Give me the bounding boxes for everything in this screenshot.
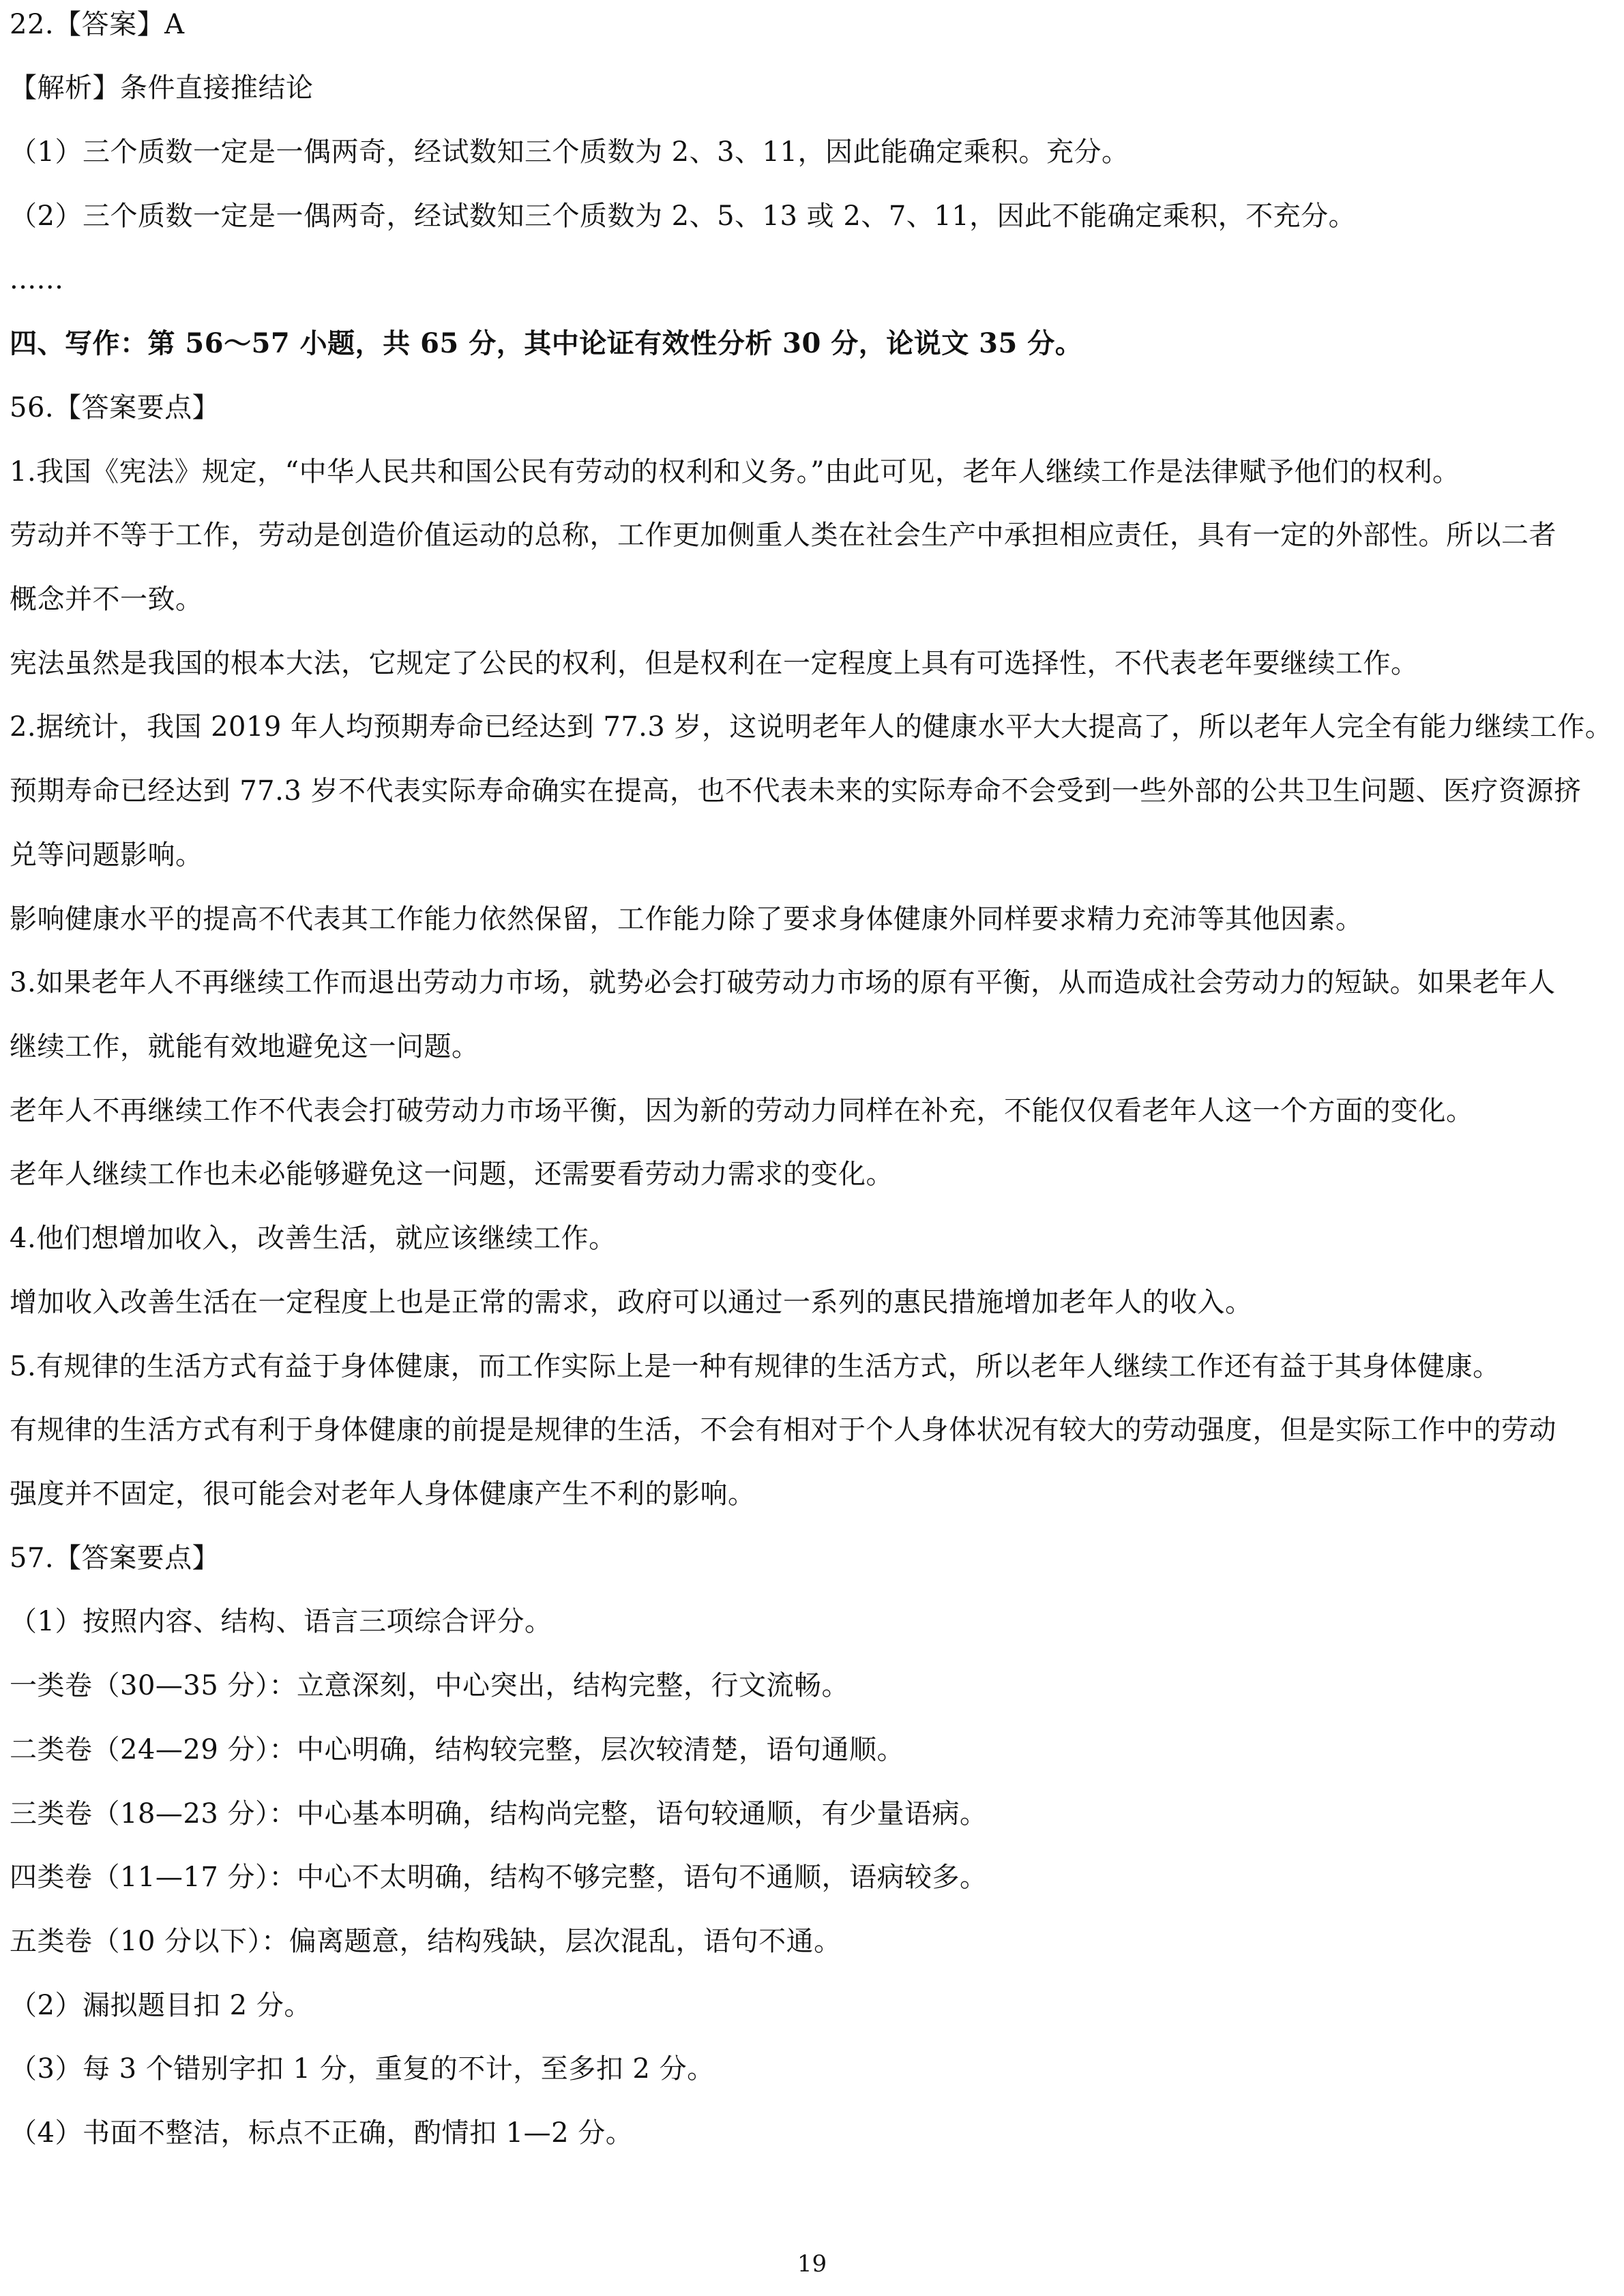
answer-56-point-5: 5.有规律的生活方式有益于身体健康，而工作实际上是一种有规律的生活方式，所以老年人继续工作还有益于其身体健康。 xyxy=(10,1351,1501,1382)
answer-57-heading: 57.【答案要点】 xyxy=(10,1542,220,1574)
answer-56-point-1: 1.我国《宪法》规定，“中华人民共和国公民有劳动的权利和义务。”由此可见，老年人继续工作是法律赋予他们的权利。 xyxy=(10,456,1460,488)
grade-class-1: 一类卷（30—35 分）：立意深刻，中心突出，结构完整，行文流畅。 xyxy=(10,1670,850,1701)
answer-22-condition-1: （1）三个质数一定是一偶两奇，经试数知三个质数为 2、3、11，因此能确定乘积。充分。 xyxy=(10,136,1130,168)
grade-class-3: 三类卷（18—23 分）：中心基本明确，结构尚完整，语句较通顺，有少量语病。 xyxy=(10,1798,988,1830)
grade-class-2: 二类卷（24—29 分）：中心明确，结构较完整，层次较清楚，语句通顺。 xyxy=(10,1734,905,1765)
ellipsis: ...... xyxy=(10,264,64,295)
answer-57-rule-1: （1）按照内容、结构、语言三项综合评分。 xyxy=(10,1606,552,1637)
page-number: 19 xyxy=(797,2250,827,2278)
answer-56-point-3-rebuttal-a: 老年人不再继续工作不代表会打破劳动力市场平衡，因为新的劳动力同样在补充，不能仅仅看老年人这一个方面的变化。 xyxy=(10,1095,1474,1127)
answer-56-point-5-rebuttal-cont: 强度并不固定，很可能会对老年人身体健康产生不利的影响。 xyxy=(10,1478,756,1510)
grade-class-4: 四类卷（11—17 分）：中心不太明确，结构不够完整，语句不通顺，语病较多。 xyxy=(10,1862,988,1893)
answer-56-point-1-rebuttal-a-cont: 概念并不一致。 xyxy=(10,584,203,615)
answer-56-point-2-rebuttal-a-cont: 兑等问题影响。 xyxy=(10,839,203,871)
answer-56-point-3: 3.如果老年人不再继续工作而退出劳动力市场，就势必会打破劳动力市场的原有平衡，从而造成社会劳动力的短缺。如果老年人 xyxy=(10,967,1556,998)
answer-56-point-4: 4.他们想增加收入，改善生活，就应该继续工作。 xyxy=(10,1223,617,1254)
section-four-heading: 四、写作：第 56～57 小题，共 65 分，其中论证有效性分析 30 分，论说文 35 分。 xyxy=(10,327,1083,359)
answer-56-point-2-rebuttal-b: 影响健康水平的提高不代表其工作能力依然保留，工作能力除了要求身体健康外同样要求精力充沛等其他因素。 xyxy=(10,904,1363,935)
answer-56-point-3-cont: 继续工作，就能有效地避免这一问题。 xyxy=(10,1031,479,1062)
answer-56-point-4-rebuttal: 增加收入改善生活在一定程度上也是正常的需求，政府可以通过一系列的惠民措施增加老年人的收入。 xyxy=(10,1287,1253,1318)
answer-57-rule-2: （2）漏拟题目扣 2 分。 xyxy=(10,1990,312,2021)
answer-56-point-1-rebuttal-a: 劳动并不等于工作，劳动是创造价值运动的总称，工作更加侧重人类在社会生产中承担相应责任，具有一定的外部性。所以二者 xyxy=(10,520,1556,551)
answer-22-heading: 22.【答案】A xyxy=(10,9,185,40)
grade-class-5: 五类卷（10 分以下）：偏离题意，结构残缺，层次混乱，语句不通。 xyxy=(10,1926,842,1957)
answer-56-point-5-rebuttal: 有规律的生活方式有利于身体健康的前提是规律的生活，不会有相对于个人身体状况有较大的劳动强度，但是实际工作中的劳动 xyxy=(10,1414,1556,1446)
answer-22-condition-2: （2）三个质数一定是一偶两奇，经试数知三个质数为 2、5、13 或 2、7、11，因此不能确定乘积，不充分。 xyxy=(10,200,1357,232)
answer-56-point-2-rebuttal-a: 预期寿命已经达到 77.3 岁不代表实际寿命确实在提高，也不代表未来的实际寿命不会受到一些外部的公共卫生问题、医疗资源挤 xyxy=(10,775,1582,807)
answer-56-point-1-rebuttal-b: 宪法虽然是我国的根本大法，它规定了公民的权利，但是权利在一定程度上具有可选择性，不代表老年要继续工作。 xyxy=(10,648,1419,679)
answer-56-heading: 56.【答案要点】 xyxy=(10,392,220,423)
answer-56-point-2: 2.据统计，我国 2019 年人均预期寿命已经达到 77.3 岁，这说明老年人的健康水平大大提高了，所以老年人完全有能力继续工作。 xyxy=(10,711,1613,743)
answer-57-rule-3: （3）每 3 个错别字扣 1 分，重复的不计，至多扣 2 分。 xyxy=(10,2053,715,2085)
answer-56-point-3-rebuttal-b: 老年人继续工作也未必能够避免这一问题，还需要看劳动力需求的变化。 xyxy=(10,1159,894,1190)
answer-22-analysis-label: 【解析】条件直接推结论 xyxy=(10,72,314,104)
answer-57-rule-4: （4）书面不整洁，标点不正确，酌情扣 1—2 分。 xyxy=(10,2117,634,2149)
